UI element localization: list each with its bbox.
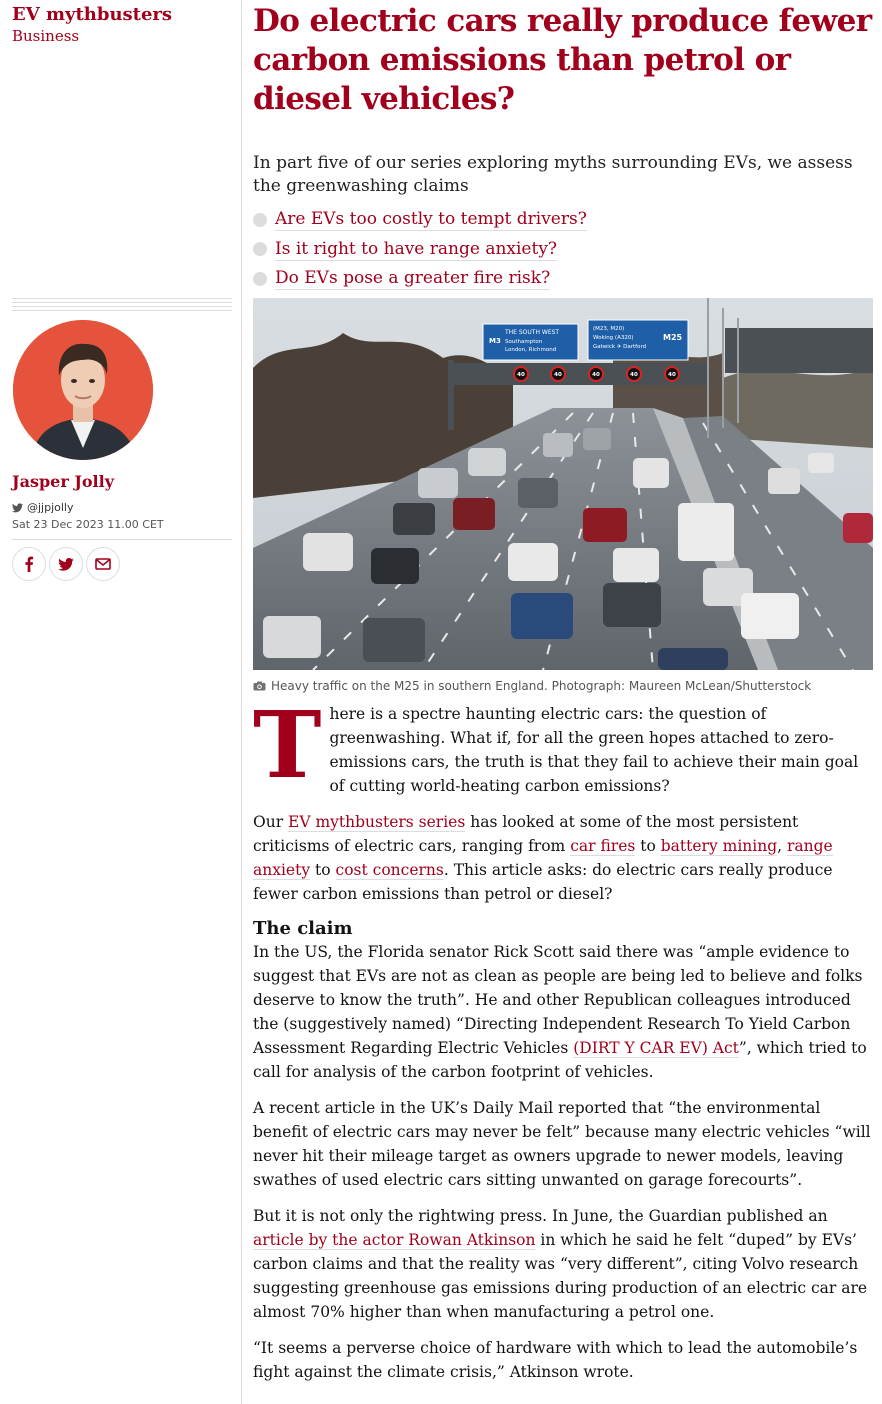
bullet-icon — [253, 272, 267, 286]
link-cost-concerns[interactable]: cost concerns — [335, 861, 444, 879]
link-range-anxiety[interactable]: range anxiety — [253, 837, 833, 879]
text-span: has looked at some of the most persistent criticisms of electric cars, ranging from — [253, 813, 799, 855]
related-article-item — [253, 235, 873, 265]
link-battery-mining[interactable]: battery mining — [660, 837, 778, 855]
text-span: , — [777, 837, 787, 855]
sign-left-line2: Southampton — [505, 339, 543, 345]
article-standfirst: In part five of our series exploring myths surrounding EVs, we assess the greenwashing claims — [253, 153, 853, 196]
bullet-icon — [253, 213, 267, 227]
author-portrait — [13, 320, 153, 460]
sign-right-road: M25 — [663, 333, 683, 342]
related-article-item — [253, 264, 873, 294]
sign-left-road: M3 — [489, 337, 501, 345]
related-articles-list — [253, 205, 873, 294]
sign-right-line3: Gatwick ✈ Dartford — [593, 344, 647, 350]
share-twitter-button[interactable] — [49, 547, 83, 581]
related-link-fire-risk[interactable]: Do EVs pose a greater fire risk? — [275, 268, 551, 289]
photo-caption — [253, 678, 873, 694]
bullet-icon — [253, 242, 267, 256]
speed-sign-5: 40 — [668, 372, 676, 378]
facebook-icon — [23, 556, 35, 572]
paragraph-rowan-atkinson — [253, 1204, 873, 1324]
intro-text: here is a spectre haunting electric cars: the question of greenwashing. What if, for all the green hopes attached to zero-emissions cars, the truth is that they fail to achieve their main goal of cutting world-heating carbon emissions? — [329, 705, 859, 795]
subheading-the-claim: The claim — [253, 918, 353, 939]
series-title[interactable]: EV mythbusters — [12, 4, 173, 25]
paragraph-daily-mail: A recent article in the UK’s Daily Mail reported that “the environmental benefit of electric cars may never be felt” because many electric vehicles “will never hit their mileage target as owners upgrade to newer models, leaving swathes of used electric cars sitting unwanted on garage forecourts”. — [253, 1099, 871, 1189]
share-email-button[interactable] — [86, 547, 120, 581]
link-dirty-car-ev-act[interactable]: (DIRT Y CAR EV) Act — [573, 1039, 739, 1057]
link-ev-mythbusters-series[interactable]: EV mythbusters series — [288, 813, 466, 831]
paragraph-us-claim — [253, 940, 873, 1084]
sign-left-line3: London, Richmond — [505, 347, 557, 353]
author-name[interactable]: Jasper Jolly — [12, 472, 115, 491]
article-meta-column — [0, 0, 242, 1404]
link-rowan-atkinson-article[interactable]: article by the actor Rowan Atkinson — [253, 1231, 536, 1249]
article-body — [253, 691, 873, 1396]
divider — [12, 539, 232, 540]
email-icon — [95, 558, 111, 570]
related-article-item — [253, 205, 873, 235]
related-link-costly[interactable]: Are EVs too costly to tempt drivers? — [275, 209, 587, 230]
text-span: to — [635, 837, 661, 855]
publication-date: Sat 23 Dec 2023 11.00 CET — [12, 518, 164, 531]
sign-right-line2: Woking (A320) — [593, 335, 634, 341]
speed-sign-2: 40 — [554, 372, 562, 378]
speed-sign-1: 40 — [517, 372, 525, 378]
article-headline: Do electric cars really produce fewer carbon emissions than petrol or diesel vehicles? — [253, 3, 872, 117]
text-span: in which he said he felt “duped” by EVs’ carbon claims and that the reality was “very different”, citing Volvo research suggesting greenhouse gas emissions during production of an electric car are almost 70% higher than when manufacturing a petrol one. — [253, 1231, 868, 1321]
text-span: ”, which tried to call for analysis of the carbon footprint of vehicles. — [253, 1039, 867, 1081]
text-span: In the US, the Florida senator Rick Scott said there was “ample evidence to suggest that EVs are not as clean as people are being led to believe and folks deserve to know the truth”. He and other Republican colleagues introduced the (suggestively named) “Directing Independent Research To Yield Carbon Assessment Regarding Electric Vehicles — [253, 943, 863, 1057]
paragraph-atkinson-quote: “It seems a perverse choice of hardware with which to lead the automobile’s fight against the climate crisis,” Atkinson wrote. — [253, 1339, 858, 1381]
paragraph-series — [253, 810, 873, 906]
twitter-bird-icon — [12, 503, 23, 513]
drop-cap: T — [253, 691, 322, 799]
caption-text: Heavy traffic on the M25 in southern England. Photograph: Maureen McLean/Shutterstock — [271, 679, 812, 693]
text-span: But it is not only the rightwing press. In June, the Guardian published an — [253, 1207, 828, 1225]
related-link-range-anxiety[interactable]: Is it right to have range anxiety? — [275, 238, 558, 259]
divider — [12, 298, 232, 311]
camera-icon — [253, 681, 266, 691]
link-car-fires[interactable]: car fires — [570, 837, 636, 855]
section-label[interactable]: Business — [12, 27, 80, 45]
sign-right-line1: (M23, M20) — [593, 326, 625, 332]
text-span: to — [310, 861, 336, 879]
author-twitter[interactable] — [12, 501, 74, 515]
speed-sign-4: 40 — [630, 372, 638, 378]
motorway-traffic-photo — [253, 298, 873, 670]
sign-left-line1: THE SOUTH WEST — [505, 329, 560, 336]
paragraph-intro — [253, 691, 873, 799]
text-span: Our — [253, 813, 289, 831]
share-facebook-button[interactable] — [12, 547, 46, 581]
twitter-icon — [58, 558, 74, 571]
article-photo[interactable] — [253, 298, 873, 670]
author-avatar[interactable] — [13, 320, 153, 460]
text-span: . This article asks: do electric cars really produce fewer carbon emissions than petrol or diesel? — [253, 861, 833, 903]
author-handle: @jjpjolly — [27, 501, 74, 514]
speed-sign-3: 40 — [592, 372, 600, 378]
